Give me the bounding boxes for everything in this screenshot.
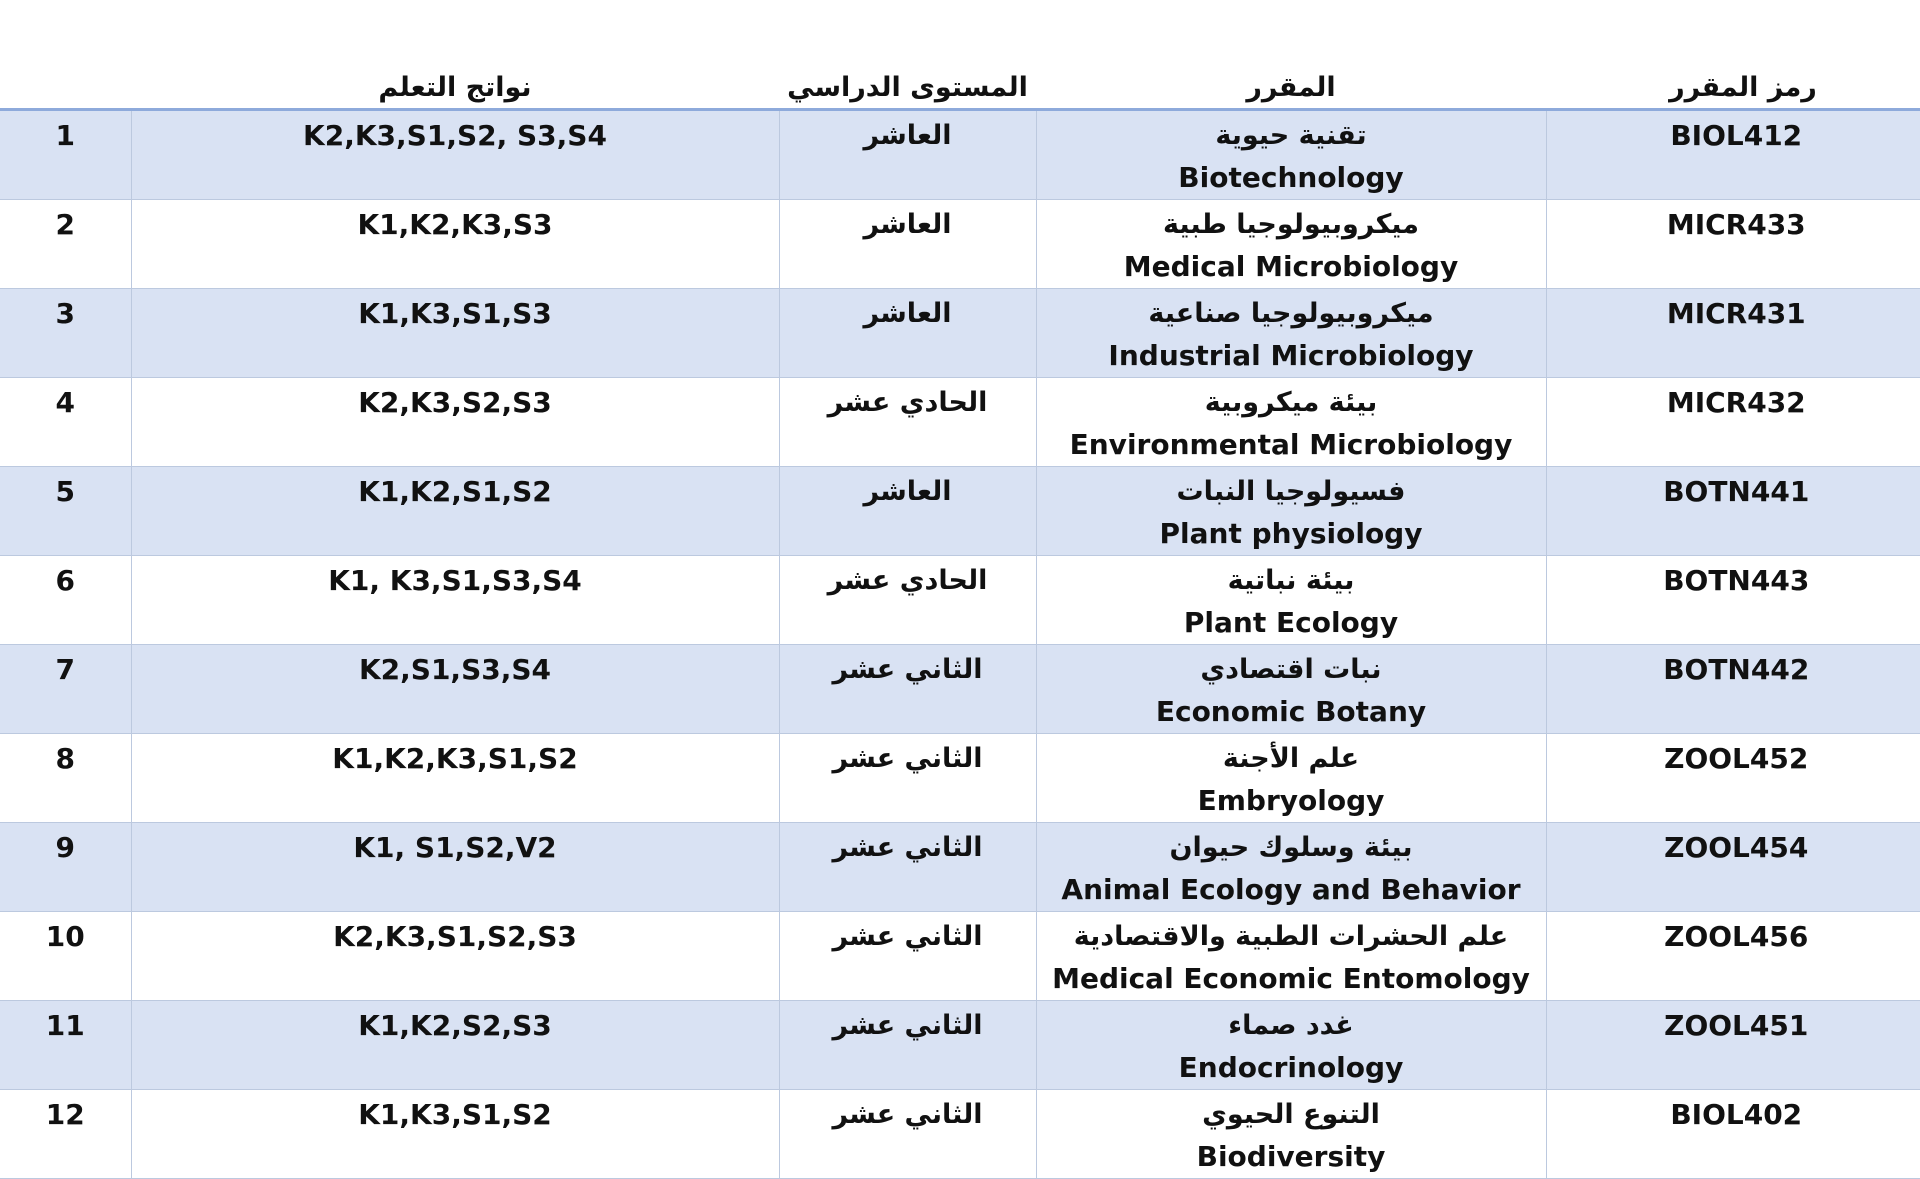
course-code-cell: MICR431 <box>1546 289 1920 378</box>
learning-outcomes-cell: K1,K2,K3,S1,S2 <box>131 734 779 823</box>
learning-outcomes-cell: K1,K2,K3,S3 <box>131 200 779 289</box>
course-code-cell: BOTN441 <box>1546 467 1920 556</box>
row-number: 11 <box>0 1001 131 1090</box>
course-cell <box>1036 1001 1546 1090</box>
course-code-cell: ZOOL456 <box>1546 912 1920 1001</box>
course-cell <box>1036 467 1546 556</box>
header-course: المقرر <box>1036 0 1546 110</box>
study-level-cell: الحادي عشر <box>779 378 1036 467</box>
course-name-arabic: ميكروبيولوجيا صناعية <box>1148 298 1434 329</box>
header-row <box>0 0 1920 110</box>
course-code-cell: MICR432 <box>1546 378 1920 467</box>
row-number: 1 <box>0 110 131 200</box>
table-header <box>0 0 1920 110</box>
row-number: 10 <box>0 912 131 1001</box>
row-number: 2 <box>0 200 131 289</box>
course-code-cell: BOTN442 <box>1546 645 1920 734</box>
course-cell <box>1036 200 1546 289</box>
course-cell <box>1036 645 1546 734</box>
course-name-arabic: التنوع الحيوي <box>1202 1099 1380 1130</box>
course-name-english: Biodiversity <box>1196 1140 1386 1173</box>
course-name-arabic: غدد صماء <box>1228 1010 1354 1041</box>
course-name-english: Environmental Microbiology <box>1069 428 1513 461</box>
course-name-arabic: ميكروبيولوجيا طبية <box>1162 209 1420 240</box>
table-row <box>0 556 1920 645</box>
table-row <box>0 823 1920 912</box>
course-code-cell: BIOL402 <box>1546 1090 1920 1179</box>
course-name-english: Medical Microbiology <box>1123 250 1459 283</box>
course-cell <box>1036 1090 1546 1179</box>
course-cell <box>1036 556 1546 645</box>
course-name-arabic: فسيولوجيا النبات <box>1176 476 1406 507</box>
table-body <box>0 110 1920 1179</box>
study-level-cell: العاشر <box>779 110 1036 200</box>
learning-outcomes-cell: K1,K2,S1,S2 <box>131 467 779 556</box>
table-row <box>0 912 1920 1001</box>
course-code-cell: BIOL412 <box>1546 110 1920 200</box>
learning-outcomes-cell: K2,K3,S1,S2, S3,S4 <box>131 110 779 200</box>
header-course-code: رمز المقرر <box>1546 0 1920 110</box>
study-level-cell: الثاني عشر <box>779 912 1036 1001</box>
header-number <box>0 0 131 110</box>
table-row <box>0 289 1920 378</box>
course-cell <box>1036 378 1546 467</box>
row-number: 9 <box>0 823 131 912</box>
course-cell <box>1036 734 1546 823</box>
course-code-cell: ZOOL454 <box>1546 823 1920 912</box>
course-name-arabic: بيئة نباتية <box>1227 565 1355 596</box>
course-cell <box>1036 289 1546 378</box>
table-row <box>0 467 1920 556</box>
course-name-arabic: بيئة ميكروبية <box>1204 387 1378 418</box>
table-row <box>0 645 1920 734</box>
row-number: 6 <box>0 556 131 645</box>
study-level-cell: العاشر <box>779 289 1036 378</box>
course-name-english: Industrial Microbiology <box>1108 339 1474 372</box>
course-cell <box>1036 823 1546 912</box>
course-name-arabic: نبات اقتصادي <box>1200 654 1382 685</box>
learning-outcomes-cell: K1, K3,S1,S3,S4 <box>131 556 779 645</box>
course-name-english: Plant Ecology <box>1183 606 1399 639</box>
row-number: 7 <box>0 645 131 734</box>
course-name-arabic: تقنية حيوية <box>1215 120 1367 151</box>
row-number: 5 <box>0 467 131 556</box>
row-number: 12 <box>0 1090 131 1179</box>
course-name-english: Economic Botany <box>1155 695 1427 728</box>
study-level-cell: العاشر <box>779 467 1036 556</box>
table-row <box>0 1001 1920 1090</box>
course-name-english: Embryology <box>1197 784 1385 817</box>
course-code-cell: ZOOL452 <box>1546 734 1920 823</box>
header-study-level: المستوى الدراسي <box>779 0 1036 110</box>
learning-outcomes-cell: K1, S1,S2,V2 <box>131 823 779 912</box>
learning-outcomes-cell: K1,K2,S2,S3 <box>131 1001 779 1090</box>
table-row <box>0 1090 1920 1179</box>
course-code-cell: BOTN443 <box>1546 556 1920 645</box>
course-code-cell: ZOOL451 <box>1546 1001 1920 1090</box>
learning-outcomes-cell: K1,K3,S1,S3 <box>131 289 779 378</box>
study-level-cell: الحادي عشر <box>779 556 1036 645</box>
course-name-english: Plant physiology <box>1159 517 1423 550</box>
study-level-cell: العاشر <box>779 200 1036 289</box>
course-name-english: Endocrinology <box>1178 1051 1404 1084</box>
table-row <box>0 110 1920 200</box>
course-code-cell: MICR433 <box>1546 200 1920 289</box>
course-name-arabic: علم الأجنة <box>1222 743 1360 774</box>
course-cell <box>1036 110 1546 200</box>
table-row <box>0 378 1920 467</box>
learning-outcomes-cell: K2,K3,S2,S3 <box>131 378 779 467</box>
course-name-english: Animal Ecology and Behavior <box>1061 873 1521 906</box>
learning-outcomes-cell: K1,K3,S1,S2 <box>131 1090 779 1179</box>
study-level-cell: الثاني عشر <box>779 734 1036 823</box>
course-name-arabic: علم الحشرات الطبية والاقتصادية <box>1073 921 1509 952</box>
course-name-english: Medical Economic Entomology <box>1052 962 1530 995</box>
learning-outcomes-cell: K2,S1,S3,S4 <box>131 645 779 734</box>
study-level-cell: الثاني عشر <box>779 1090 1036 1179</box>
row-number: 4 <box>0 378 131 467</box>
table-row <box>0 200 1920 289</box>
course-name-english: Biotechnology <box>1178 161 1404 194</box>
table-row <box>0 734 1920 823</box>
header-learning-outcomes: نواتج التعلم <box>131 0 779 110</box>
learning-outcomes-cell: K2,K3,S1,S2,S3 <box>131 912 779 1001</box>
study-level-cell: الثاني عشر <box>779 1001 1036 1090</box>
study-level-cell: الثاني عشر <box>779 645 1036 734</box>
study-level-cell: الثاني عشر <box>779 823 1036 912</box>
course-cell <box>1036 912 1546 1001</box>
row-number: 8 <box>0 734 131 823</box>
course-name-arabic: بيئة وسلوك حيوان <box>1169 832 1413 863</box>
row-number: 3 <box>0 289 131 378</box>
